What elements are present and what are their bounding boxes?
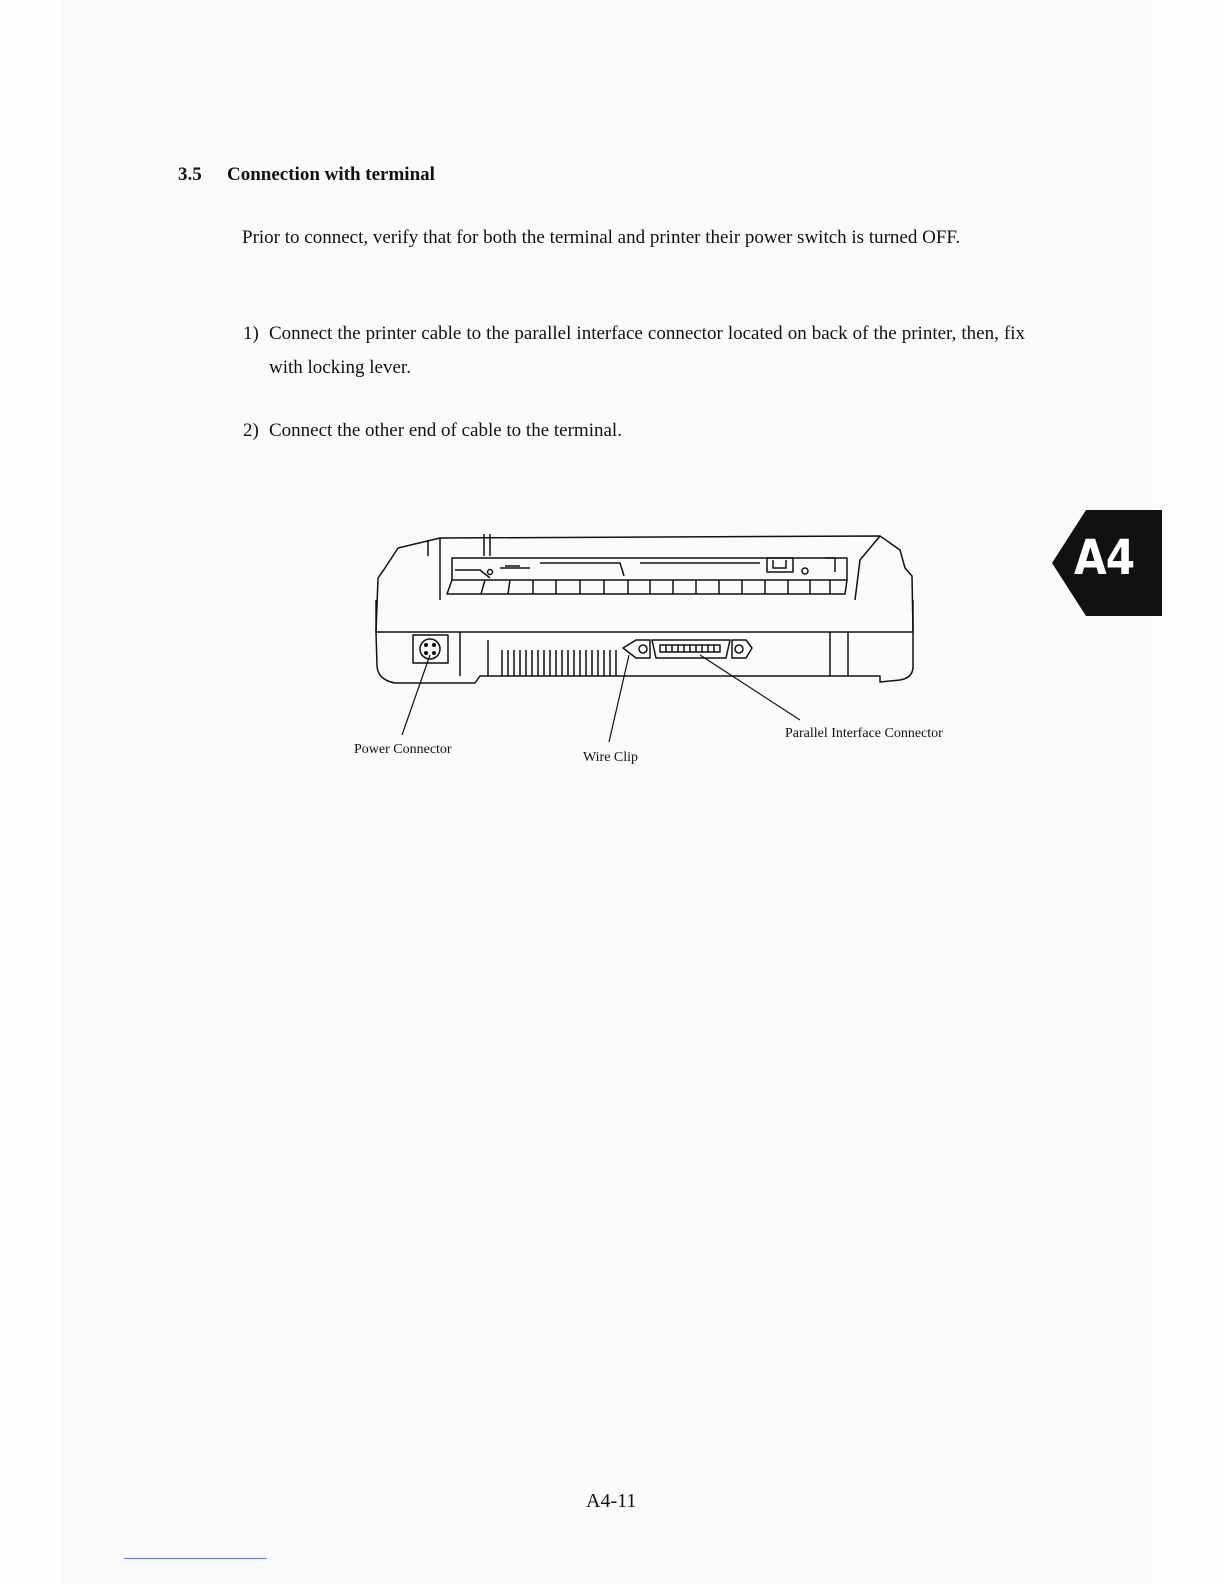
intro-paragraph: Prior to connect, verify that for both the terminal and printer their power switch is turned OFF. (242, 227, 961, 248)
section-number: 3.5 (178, 164, 202, 185)
callout-power-connector: Power Connector (354, 742, 452, 757)
step-item (243, 414, 1025, 448)
step-item (243, 317, 1025, 385)
callout-wire-clip: Wire Clip (583, 750, 639, 765)
printer-top-outline (398, 536, 913, 632)
leader-power (402, 655, 430, 735)
page-number: A4-11 (586, 1490, 637, 1512)
step-number: 2) (243, 420, 259, 441)
section-title: Connection with terminal (227, 164, 435, 185)
parallel-interface-connector (652, 640, 730, 658)
callout-parallel-interface-connector: Parallel Interface Connector (785, 726, 943, 741)
step-text: Connect the other end of cable to the terminal. (269, 420, 622, 441)
step-text: Connect the printer cable to the parallel interface connector located on back of the printer, then, fix with locking lever. (269, 323, 1025, 378)
vent-slots (502, 650, 616, 676)
section-heading (178, 164, 435, 186)
leader-parallel (700, 655, 800, 720)
footer-rule (124, 1558, 267, 1559)
paper-tractor (452, 558, 847, 580)
step-number: 1) (243, 323, 259, 344)
wire-clip-left (623, 640, 650, 658)
chapter-tab-label: A4 (1074, 530, 1135, 586)
leader-wire-clip (609, 655, 629, 742)
